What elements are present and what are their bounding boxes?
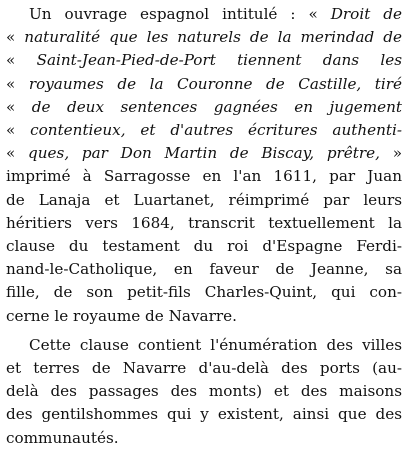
text-line — [6, 258, 402, 281]
text-line — [6, 212, 402, 235]
text-run: nand-le-Catholique, en faveur de Jeanne, sa — [6, 260, 402, 279]
text-line — [6, 165, 402, 188]
text-run: « — [6, 51, 37, 70]
text-line — [29, 334, 402, 357]
text-run: « — [6, 28, 25, 47]
text-line — [6, 49, 402, 72]
text-run: contentieux, et d'autres écritures authenti- — [30, 121, 402, 139]
text-run: naturalité que les naturels de la merindad de — [24, 28, 402, 47]
text-run: Saint-Jean-Pied-de-Port — [36, 51, 216, 70]
text-run: et terres de Navarre d'au-delà des ports (au- — [6, 359, 402, 377]
text-run: « — [6, 144, 29, 163]
text-run: » — [379, 144, 402, 163]
text-line — [6, 305, 402, 328]
text-line — [6, 427, 402, 450]
text-line — [6, 26, 402, 49]
text-line — [6, 189, 402, 212]
text-run: de deux sentences gagnées en jugement — [31, 97, 402, 116]
text-run: « — [6, 74, 29, 93]
text-line — [6, 119, 402, 142]
text-line — [6, 96, 402, 119]
text-run: tiennent dans les — [215, 51, 402, 70]
text-run: communautés. — [6, 428, 119, 447]
text-run: clause du testament du roi d'Espagne Ferdi- — [6, 237, 402, 255]
text-run: Un ouvrage espagnol intitulé : « — [29, 5, 331, 23]
text-run: royaumes de la Couronne de Castille, tiré — [28, 74, 402, 93]
text-run: fille, de son petit-fils Charles-Quint, qui con- — [6, 283, 402, 302]
text-run: cerne le royaume de Navarre. — [6, 306, 237, 325]
text-run: « — [6, 121, 31, 139]
text-run: imprimé à Sarragosse en l'an 1611, par Juan — [6, 167, 402, 186]
text-run: des gentilshommes qui y existent, ainsi que des — [6, 405, 402, 424]
text-line — [6, 73, 402, 96]
text-run: de Lanaja et Luartanet, réimprimé par leurs — [6, 190, 402, 209]
text-line — [6, 403, 402, 426]
text-run: Droit de — [330, 5, 402, 23]
text-run: ques, par Don Martin de Biscay, prêtre, — [28, 144, 380, 163]
text-run: delà des passages des monts) et des maisons — [6, 382, 402, 401]
text-line — [6, 142, 402, 165]
text-line — [29, 3, 402, 26]
text-line — [6, 380, 402, 403]
text-line — [6, 235, 402, 258]
text-line — [6, 281, 402, 304]
text-run: Cette clause contient l'énumération des villes — [29, 335, 402, 354]
text-line — [6, 357, 402, 380]
text-run: « — [6, 97, 32, 116]
text-run: héritiers vers 1684, transcrit textuellement la — [6, 213, 402, 232]
